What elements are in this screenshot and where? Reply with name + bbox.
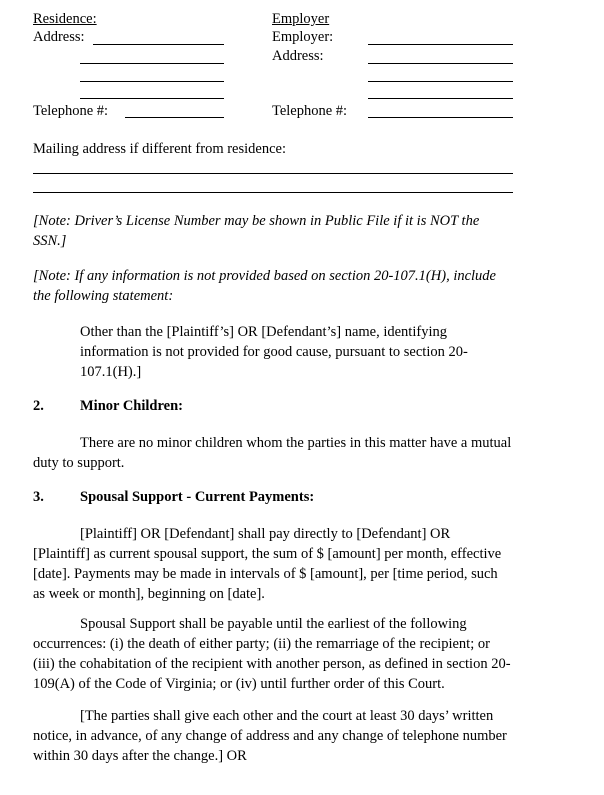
residence-address-line-1[interactable]: [93, 44, 224, 45]
section-3-paragraph-2: [33, 614, 563, 694]
residence-address-line-2[interactable]: [80, 63, 224, 64]
section-2-line: duty to support.: [33, 455, 125, 471]
statement-line: information is not provided for good cause, pursuant to section 20-: [80, 344, 468, 360]
section-3-p1-line: [Plaintiff] OR [Defendant] shall pay directly to [Defendant] OR: [80, 526, 451, 542]
note-info-line: the following statement:: [33, 288, 174, 304]
section-3-p2-line: (iii) the cohabitation of the recipient with another person, as defined in section 20-: [33, 656, 511, 672]
section-2-body: [33, 433, 563, 473]
section-2-title: Minor Children:: [80, 398, 183, 414]
section-3-p3-line: within 30 days after the change.] OR: [33, 748, 247, 764]
employer-address-line-2[interactable]: [368, 81, 513, 82]
employer-name-line[interactable]: [368, 44, 513, 45]
residence-address-label: Address:: [33, 29, 85, 45]
statement-line: 107.1(H).]: [80, 364, 142, 380]
section-3-paragraph-3: [33, 706, 563, 766]
note-information: [33, 266, 563, 306]
employer-address-label: Address:: [272, 48, 324, 64]
employer-address-line-3[interactable]: [368, 98, 513, 99]
section-3-number: 3.: [33, 489, 44, 505]
section-2-number: 2.: [33, 398, 44, 414]
residence-telephone-line[interactable]: [125, 117, 224, 118]
section-3-p2-line: occurrences: (i) the death of either party; (ii) the remarriage of the recipient; or: [33, 636, 490, 652]
employer-address-line-1[interactable]: [368, 63, 513, 64]
section-2-line: There are no minor children whom the parties in this matter have a mutual: [80, 435, 512, 451]
employer-heading: Employer: [272, 11, 330, 27]
section-3-p1-line: [Plaintiff] as current spousal support, the sum of $ [amount] per month, effective: [33, 546, 502, 562]
section-3-p3-line: notice, in advance, of any change of address and any change of telephone number: [33, 728, 507, 744]
note-license-line: SSN.]: [33, 233, 67, 249]
section-3-p1-line: [date]. Payments may be made in intervals of $ [amount], per [time period, such: [33, 566, 498, 582]
residence-address-line-3[interactable]: [80, 81, 224, 82]
note-license-line: [Note: Driver’s License Number may be shown in Public File if it is NOT the: [33, 213, 480, 229]
employer-telephone-label: Telephone #:: [272, 103, 348, 119]
section-3-paragraph-1: [33, 524, 563, 604]
section-3-p2-line: 109(A) of the Code of Virginia; or (iv) until further order of this Court.: [33, 676, 445, 692]
good-cause-statement: [80, 322, 560, 382]
mailing-address-line-1[interactable]: [33, 173, 513, 174]
statement-line: Other than the [Plaintiff’s] OR [Defendant’s] name, identifying: [80, 324, 447, 340]
section-3-p3-line: [The parties shall give each other and the court at least 30 days’ written: [80, 708, 494, 724]
note-drivers-license: [33, 211, 563, 251]
note-info-line: [Note: If any information is not provided based on section 20-107.1(H), include: [33, 268, 496, 284]
residence-address-line-4[interactable]: [80, 98, 224, 99]
section-3-p1-line: as week or month], beginning on [date].: [33, 586, 265, 602]
employer-telephone-line[interactable]: [368, 117, 513, 118]
residence-telephone-label: Telephone #:: [33, 103, 109, 119]
section-3-title: Spousal Support - Current Payments:: [80, 489, 315, 505]
mailing-address-line-2[interactable]: [33, 192, 513, 193]
residence-heading: Residence:: [33, 11, 97, 27]
mailing-address-label: Mailing address if different from residence:: [33, 141, 286, 157]
employer-name-label: Employer:: [272, 29, 334, 45]
section-3-p2-line: Spousal Support shall be payable until the earliest of the following: [80, 616, 467, 632]
